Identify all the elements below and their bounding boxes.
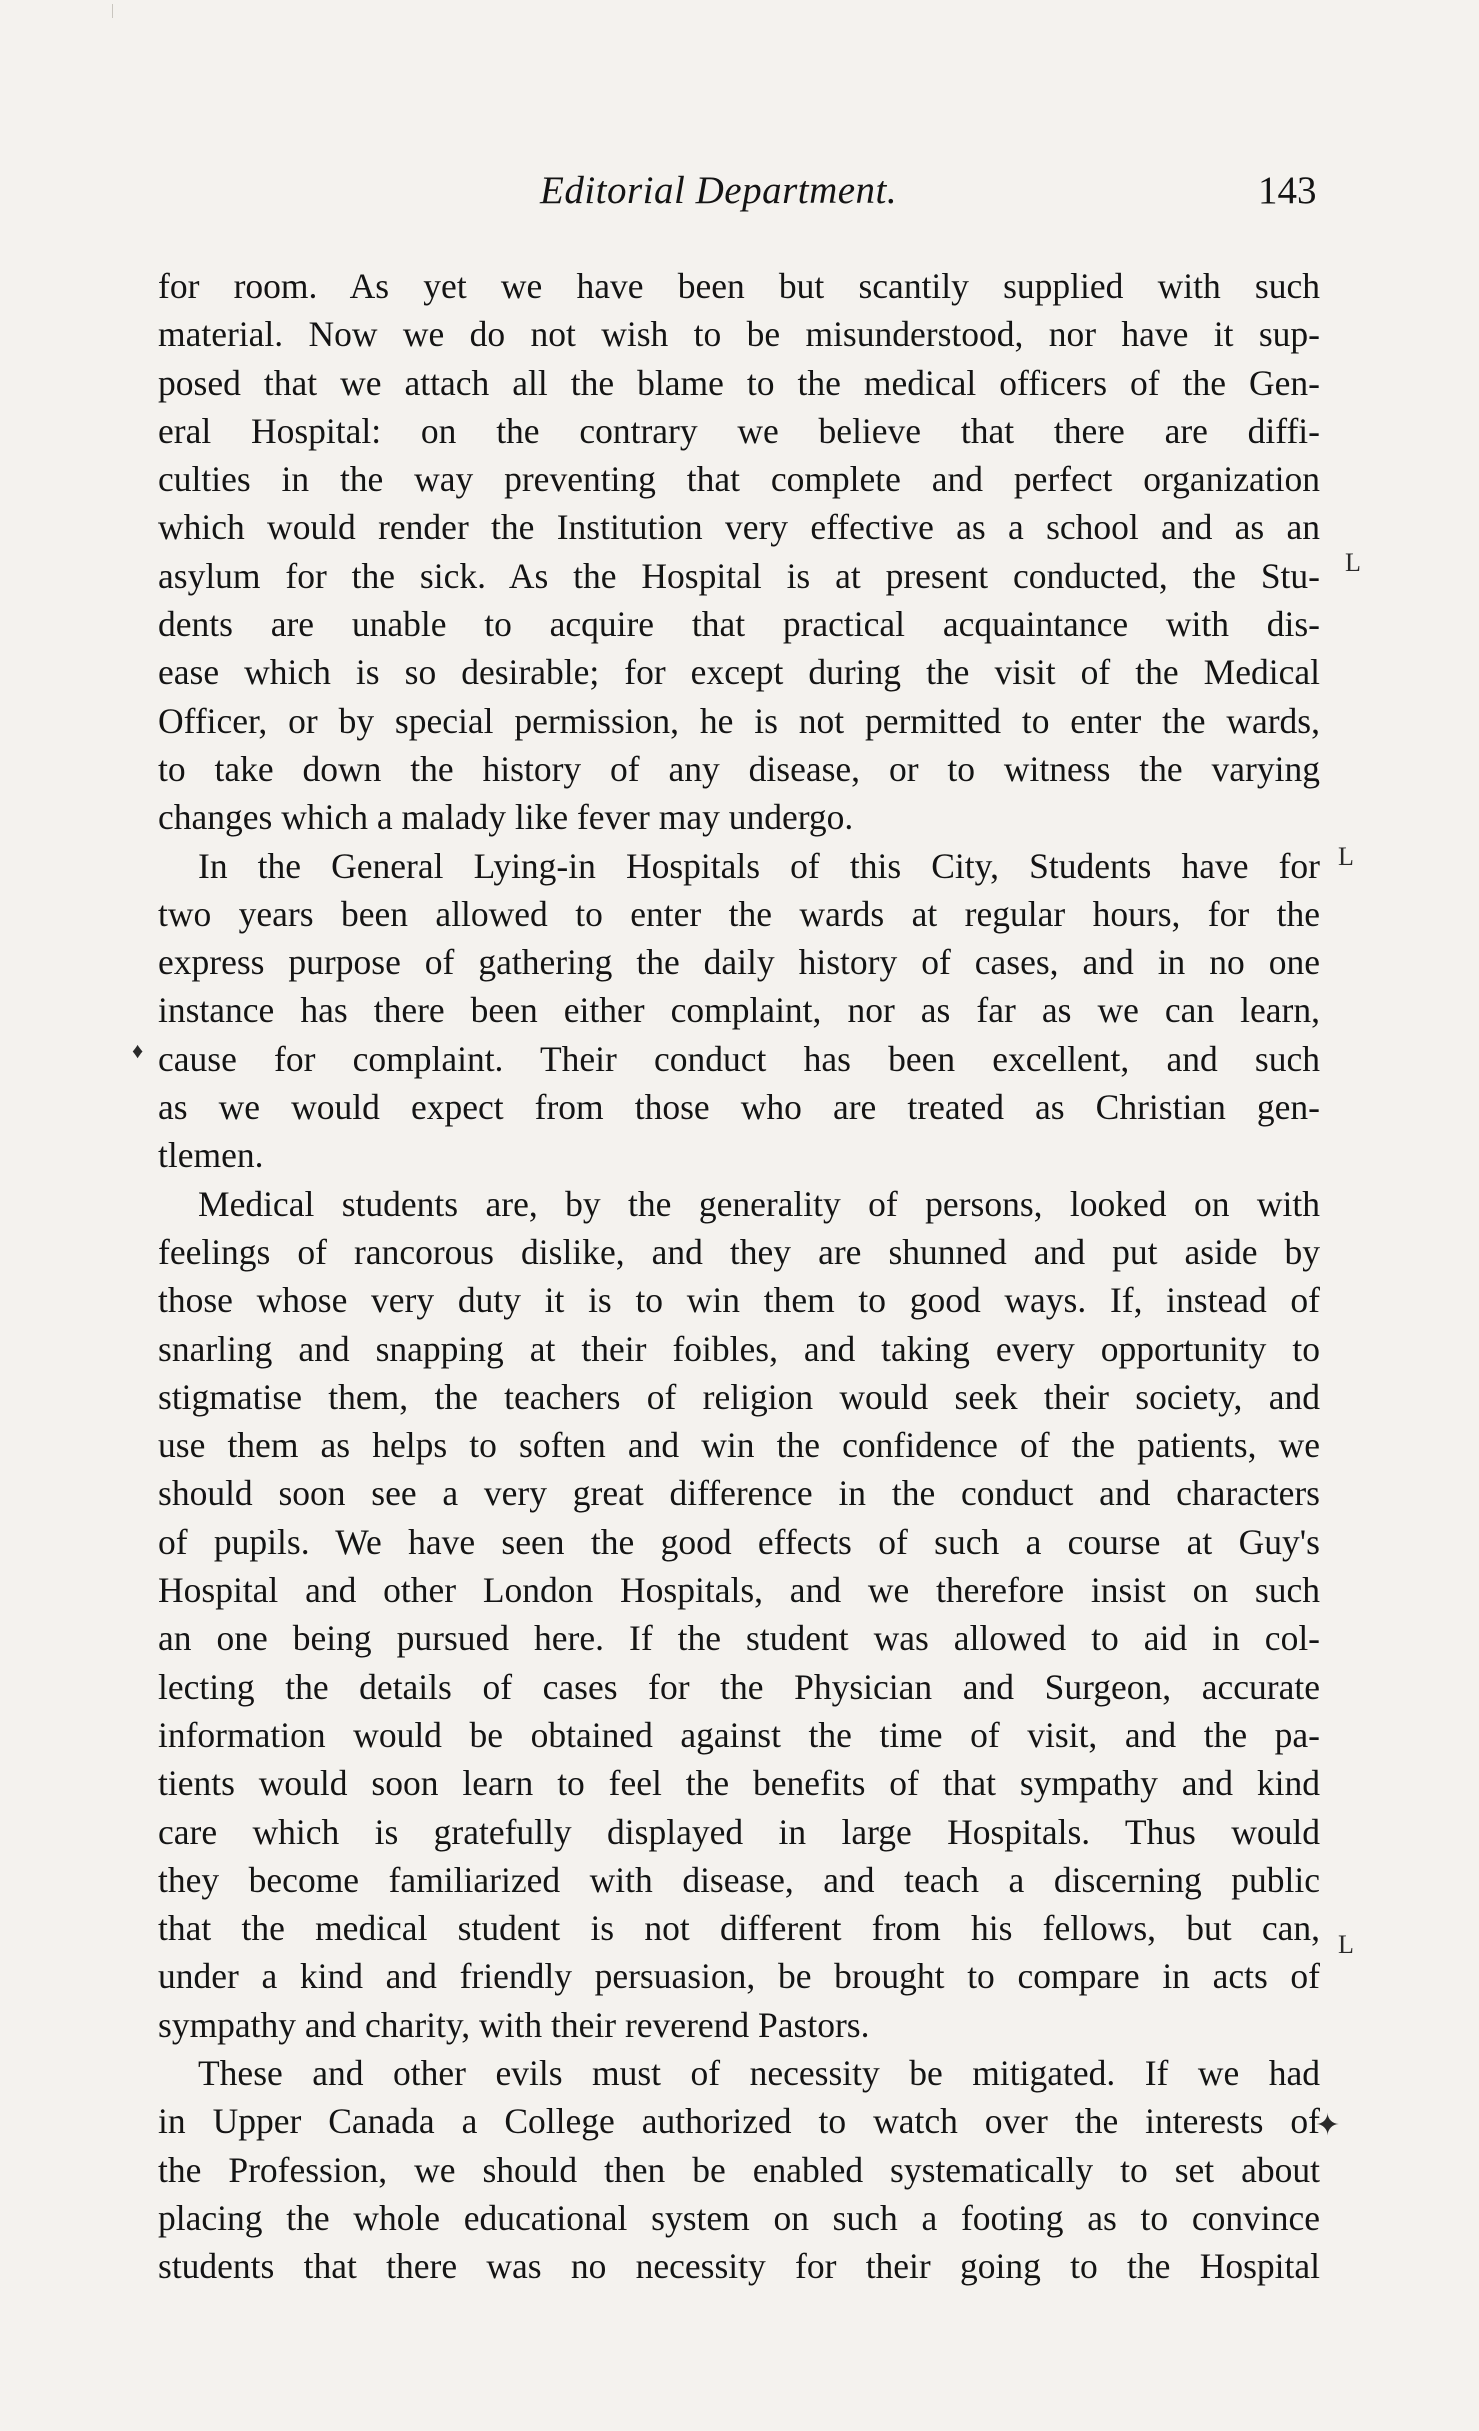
text-line: tients would soon learn to feel the benefits of that sympathy and kind	[158, 1763, 1320, 1804]
body-text	[158, 262, 1320, 2290]
text-line: tlemen.	[158, 1135, 264, 1176]
text-line: lecting the details of cases for the Physician and Surgeon, accurate	[158, 1666, 1320, 1707]
text-line: culties in the way preventing that complete and perfect organization	[158, 459, 1320, 500]
text-line: eral Hospital: on the contrary we believe that there are diffi-	[158, 410, 1320, 451]
margin-mark: L	[1345, 548, 1361, 577]
text-line: asylum for the sick. As the Hospital is at present conducted, the Stu-	[158, 555, 1320, 596]
text-line: Hospital and other London Hospitals, and we therefore insist on such	[158, 1570, 1320, 1611]
text-line: that the medical student is not different from his fellows, but can,	[158, 1908, 1320, 1949]
text-line: to take down the history of any disease, or to witness the varying	[158, 748, 1320, 789]
text-line: use them as helps to soften and win the confidence of the patients, we	[158, 1425, 1320, 1466]
text-line: placing the whole educational system on such a footing as to convince	[158, 2197, 1320, 2238]
text-line: Officer, or by special permission, he is not permitted to enter the wards,	[158, 700, 1320, 741]
text-line: express purpose of gathering the daily history of cases, and in no one	[158, 942, 1320, 983]
paragraph-first-line: In the General Lying-in Hospitals of this City, Students have for	[198, 845, 1320, 886]
text-line: ease which is so desirable; for except during the visit of the Medical	[158, 652, 1320, 693]
running-head	[0, 168, 1479, 228]
text-line: feelings of rancorous dislike, and they are shunned and put aside by	[158, 1231, 1320, 1272]
text-line: material. Now we do not wish to be misunderstood, nor have it sup-	[158, 314, 1320, 355]
text-line: they become familiarized with disease, and teach a discerning public	[158, 1859, 1320, 1900]
margin-mark: L	[1338, 842, 1354, 871]
text-line: of pupils. We have seen the good effects of such a course at Guy's	[158, 1521, 1320, 1562]
text-line: as we would expect from those who are treated as Christian gen-	[158, 1087, 1320, 1128]
text-line: two years been allowed to enter the wards at regular hours, for the	[158, 893, 1320, 934]
text-line: for room. As yet we have been but scantily supplied with such	[158, 266, 1320, 306]
page-number: 143	[1258, 169, 1317, 212]
margin-mark: L	[1338, 1930, 1354, 1959]
text-line: should soon see a very great difference in the conduct and characters	[158, 1473, 1320, 1514]
margin-mark: ✦	[1315, 2109, 1341, 2142]
text-line: students that there was no necessity for their going to the Hospital	[158, 2246, 1320, 2287]
text-line: cause for complaint. Their conduct has been excellent, and such	[158, 1038, 1320, 1079]
text-line: the Profession, we should then be enabled systematically to set about	[158, 2149, 1320, 2190]
text-line: in Upper Canada a College authorized to watch over the interests of	[158, 2101, 1320, 2142]
text-line: changes which a malady like fever may undergo.	[158, 797, 854, 838]
running-title: Editorial Department.	[540, 169, 898, 212]
text-line: stigmatise them, the teachers of religion would seek their society, and	[158, 1376, 1320, 1417]
text-line: posed that we attach all the blame to the medical officers of the Gen-	[158, 362, 1320, 403]
text-line: an one being pursued here. If the student was allowed to aid in col-	[158, 1618, 1320, 1659]
margin-mark: ♦	[132, 1038, 144, 1063]
text-line: instance has there been either complaint, nor as far as we can learn,	[158, 990, 1320, 1031]
text-line: which would render the Institution very effective as a school and as an	[158, 507, 1320, 548]
text-line: sympathy and charity, with their reverend Pastors.	[158, 2004, 870, 2045]
text-line: snarling and snapping at their foibles, and taking every opportunity to	[158, 1328, 1320, 1369]
text-line: care which is gratefully displayed in large Hospitals. Thus would	[158, 1811, 1320, 1852]
ink-speck	[112, 4, 113, 18]
text-line: under a kind and friendly persuasion, be brought to compare in acts of	[158, 1956, 1320, 1997]
text-line: those whose very duty it is to win them to good ways. If, instead of	[158, 1280, 1320, 1321]
text-line: dents are unable to acquire that practical acquaintance with dis-	[158, 604, 1320, 645]
text-line: information would be obtained against the time of visit, and the pa-	[158, 1714, 1320, 1755]
paragraph-first-line: Medical students are, by the generality of persons, looked on with	[198, 1183, 1320, 1224]
paragraph-first-line: These and other evils must of necessity be mitigated. If we had	[198, 2052, 1320, 2093]
